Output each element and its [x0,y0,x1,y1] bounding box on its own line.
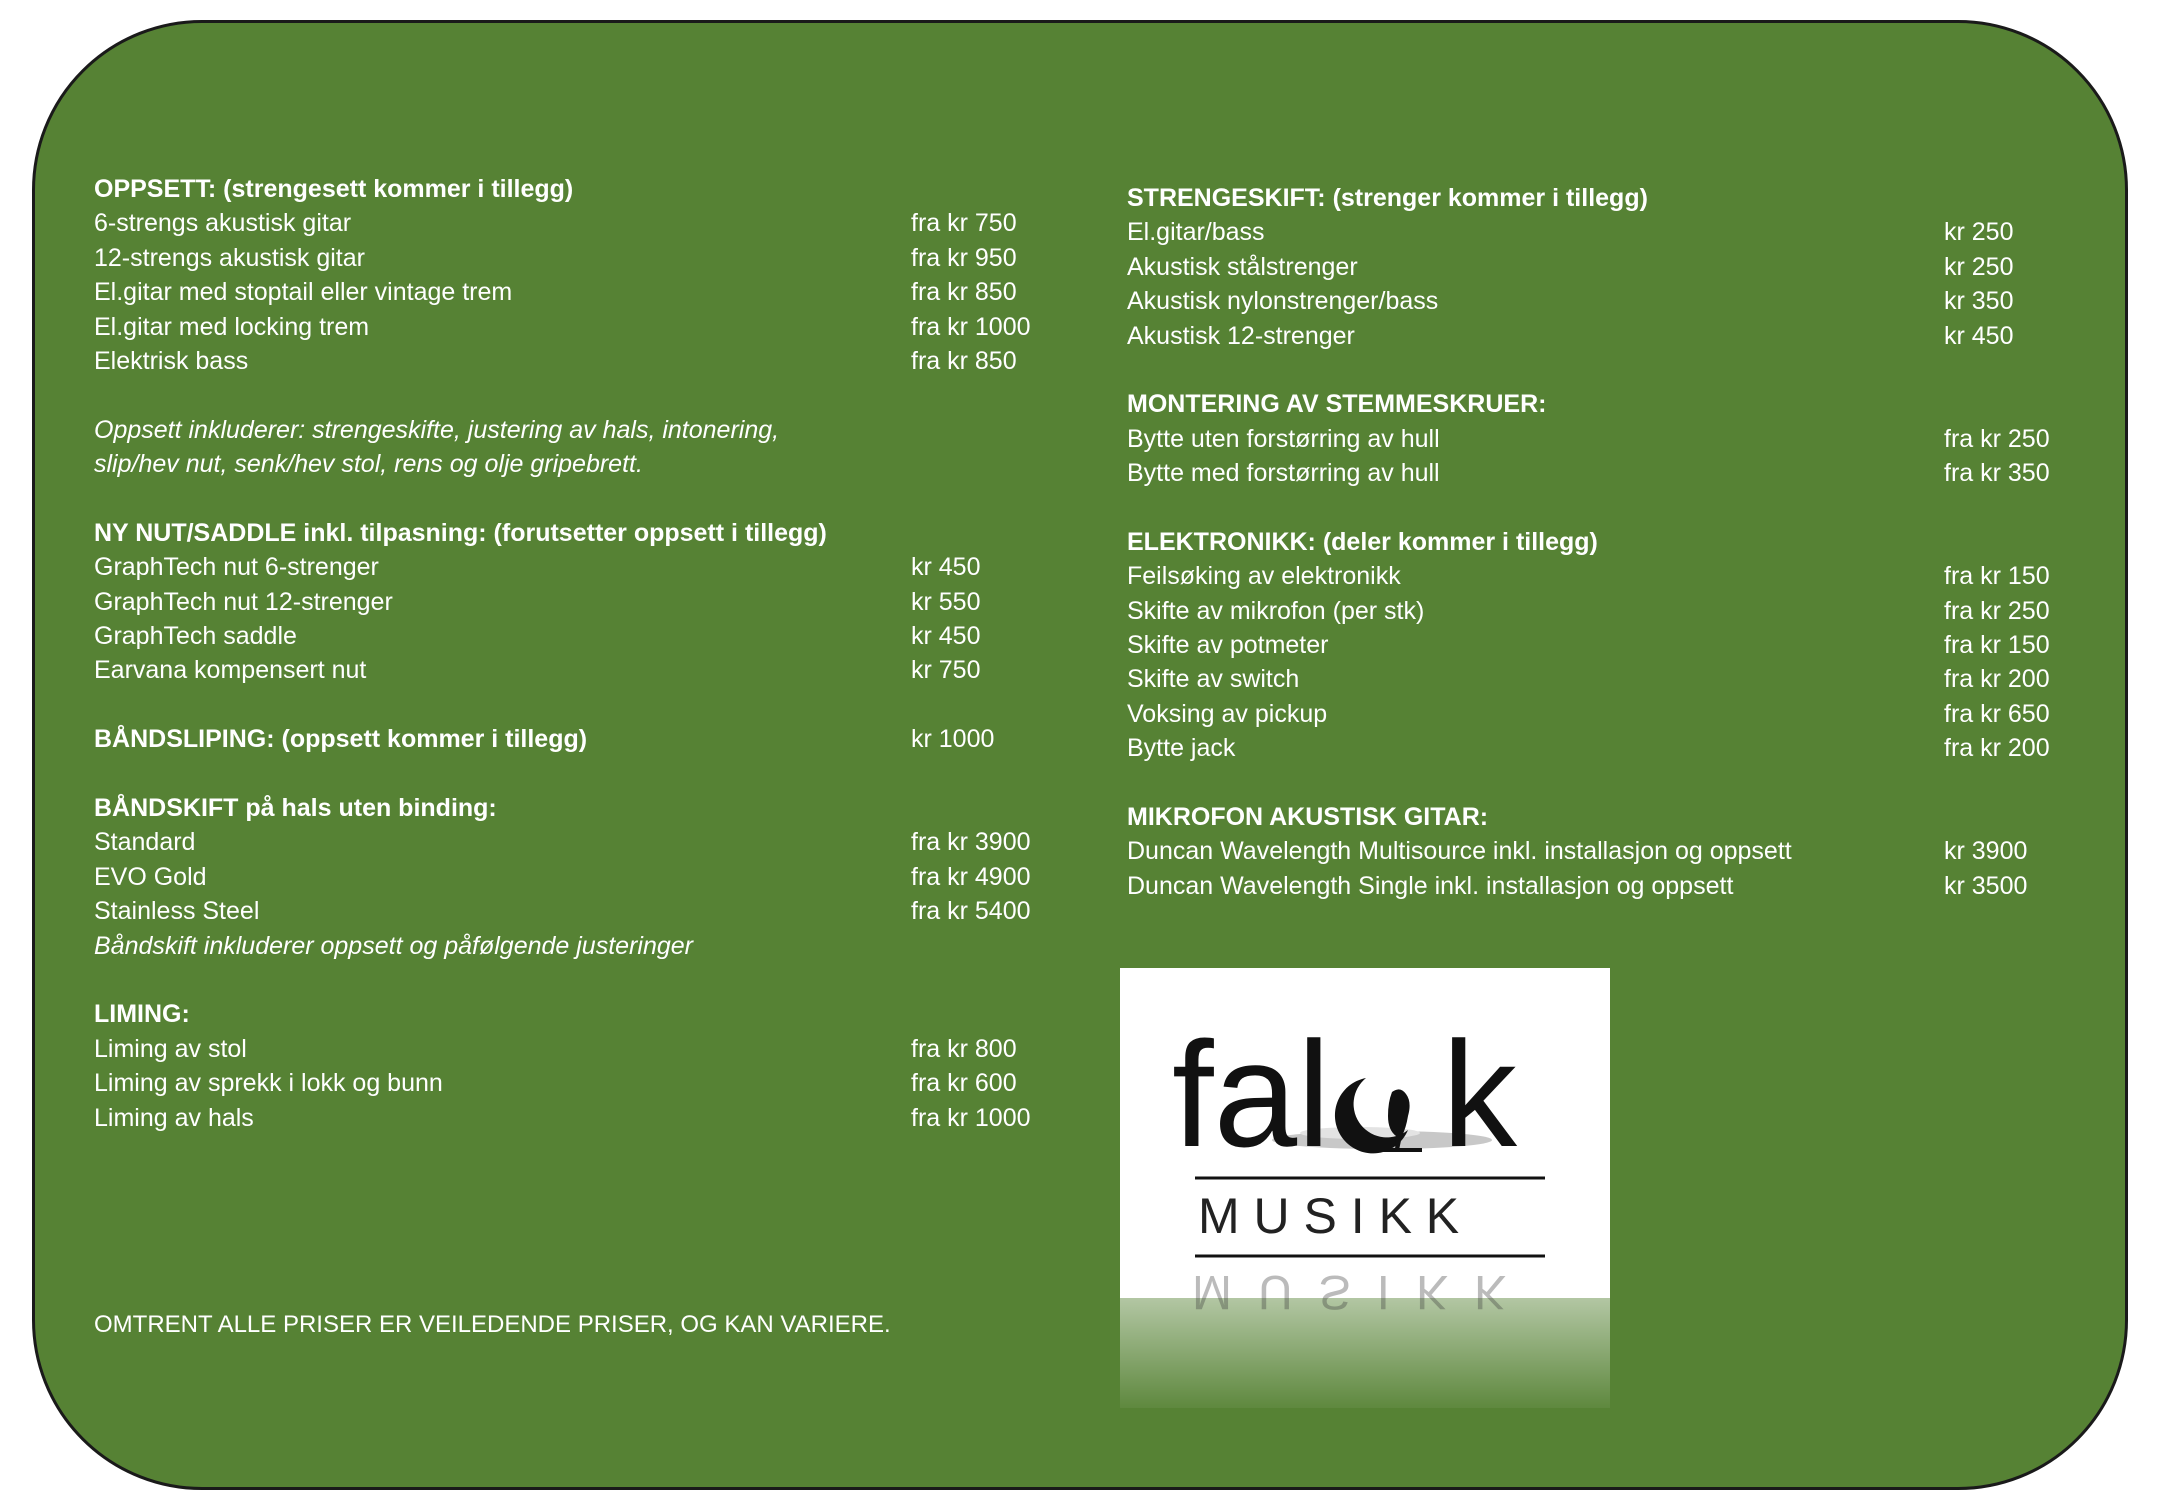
service-label: Earvana kompensert nut [94,656,367,685]
service-price: kr 450 [911,553,981,582]
service-label: Stainless Steel [94,897,260,926]
service-price: fra kr 5400 [911,897,1031,926]
price-row [1127,284,2067,318]
section-stemmeskruer [1127,387,2067,490]
service-label: El.gitar med locking trem [94,312,370,341]
service-label: GraphTech nut 12-strenger [94,587,393,616]
price-row [1127,215,2067,249]
section-heading: BÅNDSKIFT på hals uten binding: [94,794,497,823]
service-label: Voksing av pickup [1127,699,1328,728]
heading-text: BÅNDSLIPING: (oppsett kommer i tillegg) [94,725,588,754]
service-price: fra kr 250 [1944,424,2050,453]
service-label: Skifte av mikrofon (per stk) [1127,596,1425,625]
service-label: Feilsøking av elektronikk [1127,562,1401,591]
price-row [1127,422,2067,456]
oppsett-note [94,413,1094,482]
service-price: kr 3900 [1944,837,2028,866]
service-price: fra kr 200 [1944,665,2050,694]
service-price: fra kr 350 [1944,459,2050,488]
service-price: fra kr 1000 [911,1103,1031,1132]
price-row [94,310,1094,344]
service-price: kr 750 [911,656,981,685]
service-label: Bytte med forstørring av hull [1127,459,1440,488]
price-row [94,860,1094,894]
price-row [1127,250,2067,284]
price-row [1127,319,2067,353]
service-label: Liming av sprekk i lokk og bunn [94,1069,443,1098]
price-row [94,344,1094,378]
price-row [94,241,1094,275]
section-heading: STRENGESKIFT: (strenger kommer i tillegg) [1127,184,1648,212]
service-price: fra kr 600 [911,1069,1017,1098]
service-price: kr 1000 [911,725,995,754]
section-liming [94,997,1094,1135]
price-row [1127,697,2067,731]
service-price: kr 250 [1944,252,2014,281]
service-price: fra kr 250 [1944,596,2050,625]
service-label: Akustisk stålstrenger [1127,252,1358,281]
price-row [1127,559,2067,593]
service-label: Akustisk 12-strenger [1127,321,1355,350]
service-label: Liming av hals [94,1103,254,1132]
price-row [1127,834,2067,868]
service-price: fra kr 4900 [911,862,1031,891]
service-label: GraphTech saddle [94,622,297,651]
section-heading: LIMING: [94,1000,190,1029]
section-heading [94,722,1094,756]
service-price: fra kr 3900 [911,828,1031,857]
service-price: kr 3500 [1944,871,2028,900]
service-label: El.gitar med stoptail eller vintage trem [94,278,513,307]
service-label: 12-strengs akustisk gitar [94,243,365,272]
price-row [94,894,1094,928]
logo-graphic [1120,968,1610,1298]
service-price: fra kr 150 [1944,631,2050,660]
price-row [1127,869,2067,903]
price-row [94,206,1094,240]
logo-brand-part1: fal [1172,1010,1331,1178]
service-label: Duncan Wavelength Single inkl. installasjon og oppsett [1127,871,1734,900]
service-price: kr 350 [1944,287,2014,316]
price-row [1127,628,2067,662]
price-row [94,1066,1094,1100]
note-line: Oppsett inkluderer: strengeskifte, justering av hals, intonering, [94,415,780,444]
service-price: fra kr 850 [911,278,1017,307]
service-label: Skifte av switch [1127,665,1300,694]
price-row [94,825,1094,859]
price-row [94,275,1094,309]
section-bandsliping [94,722,1094,756]
price-row [1127,456,2067,490]
service-label: EVO Gold [94,862,207,891]
service-price: kr 550 [911,587,981,616]
service-label: GraphTech nut 6-strenger [94,553,379,582]
service-price: fra kr 950 [911,243,1017,272]
falck-musikk-logo [1120,968,1610,1298]
service-label: 6-strengs akustisk gitar [94,209,352,238]
service-price: fra kr 800 [911,1034,1017,1063]
section-bandskift [94,791,1094,963]
logo-reflection [1120,1265,1610,1408]
price-row [94,550,1094,584]
service-label: Skifte av potmeter [1127,631,1329,660]
service-label: Akustisk nylonstrenger/bass [1127,287,1439,316]
logo-reflection-text: MUSIKK [1192,1265,1533,1318]
logo-subtitle: M U S I K K [1198,1188,1460,1244]
service-price: kr 450 [911,622,981,651]
service-price: kr 450 [1944,321,2014,350]
price-row [94,1032,1094,1066]
price-row [94,585,1094,619]
service-label: El.gitar/bass [1127,218,1265,247]
section-nut-saddle [94,516,1094,688]
service-label: Standard [94,828,196,857]
service-label: Bytte uten forstørring av hull [1127,424,1440,453]
price-row [1127,594,2067,628]
section-mikrofon [1127,800,2067,903]
service-price: kr 250 [1944,218,2014,247]
service-price: fra kr 200 [1944,734,2050,763]
section-elektronikk [1127,525,2067,766]
service-label: Bytte jack [1127,734,1236,763]
price-row [1127,662,2067,696]
price-row [1127,731,2067,765]
service-label: Duncan Wavelength Multisource inkl. installasjon og oppsett [1127,837,1792,866]
section-heading: OPPSETT: (strengesett kommer i tillegg) [94,175,574,203]
note-line: Båndskift inkluderer oppsett og påfølgende justeringer [94,931,693,960]
service-price: fra kr 1000 [911,312,1031,341]
service-price: fra kr 650 [1944,699,2050,728]
logo-brand-part2: k [1442,1010,1517,1178]
price-row [94,619,1094,653]
section-oppsett [94,172,1094,378]
price-row [94,1101,1094,1135]
section-heading: MIKROFON AKUSTISK GITAR: [1127,803,1489,832]
service-label: Elektrisk bass [94,346,249,375]
service-price: fra kr 850 [911,346,1017,375]
left-column [94,172,1094,1169]
section-heading: MONTERING AV STEMMESKRUER: [1127,390,1547,419]
section-heading: ELEKTRONIKK: (deler kommer i tillegg) [1127,527,1598,556]
service-price: fra kr 750 [911,209,1017,238]
right-column [1127,181,2067,938]
service-price: fra kr 150 [1944,562,2050,591]
service-label: Liming av stol [94,1034,247,1063]
note-line: slip/hev nut, senk/hev stol, rens og olje gripebrett. [94,450,643,479]
disclaimer-text: OMTRENT ALLE PRISER ER VEILEDENDE PRISER, OG KAN VARIERE. [94,1311,891,1338]
price-row [94,653,1094,687]
section-heading: NY NUT/SADDLE inkl. tilpasning: (forutsetter oppsett i tillegg) [94,518,827,547]
section-strengeskift [1127,181,2067,353]
